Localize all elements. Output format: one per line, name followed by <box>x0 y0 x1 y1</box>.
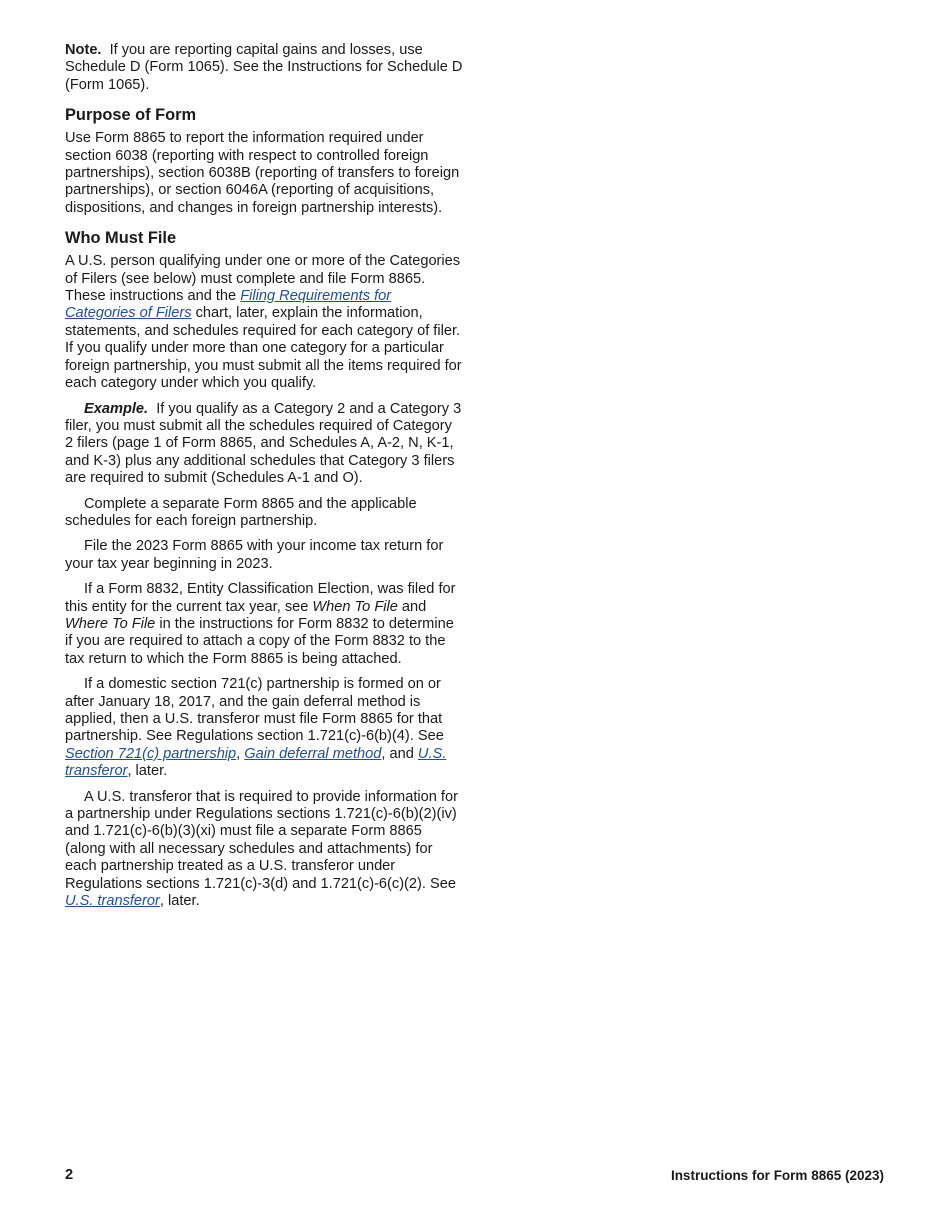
purpose-heading: Purpose of Form <box>65 106 197 125</box>
gain-deferral-method-link[interactable]: Gain deferral method <box>244 745 382 762</box>
example-paragraph <box>65 401 463 488</box>
us-transferor-text-2: , later. <box>159 893 200 910</box>
us-transferor-text-1: A U.S. transferor that is required to provide information for a partnership under Regulations sections 1.721(c)-6(b)(2)(iv) and 1.721(c)-6(b)(3)(xi) must file a separate Form 8865 (along with all necessary schedules and attachments) for each partnership treated as a U.S. transferor under Regulations sections 1.721(c)-3(d) and 1.721(c)-6(c)(2). See <box>65 788 458 892</box>
who-text-2: chart, later, explain the information, statements, and schedules required for each category of filer. If you qualify under more than one category for a particular foreign partnership, you must submit all the items required for each category under which you qualify. <box>65 305 462 392</box>
where-to-file-ref: Where To File <box>65 615 156 632</box>
example-label: Example. <box>84 400 149 417</box>
page-number: 2 <box>65 1167 74 1183</box>
main-column <box>65 42 463 918</box>
purpose-paragraph: Use Form 8865 to report the information required under section 6038 (reporting with respect to controlled foreign partnerships), section 6038B (reporting of transfers to foreign partnerships), or section 6046A (reporting of acquisitions, dispositions, and changes in foreign partnership interests). <box>65 130 460 216</box>
form-8832-text-3: in the instructions for Form 8832 to determine if you are required to attach a copy of the Form 8832 to the tax return to which the Form 8865 is being attached. <box>65 615 454 667</box>
section-721c-sep: , <box>236 745 245 762</box>
who-must-file-paragraph <box>65 253 463 392</box>
example-text: If you qualify as a Category 2 and a Category 3 filer, you must submit all the schedules required of Category 2 filers (page 1 of Form 8865, and Schedules A, A-2, N, K-1, and K-3) plus any additional schedules that Category 3 filers are required to submit (Schedules A-1 and O). <box>65 400 462 487</box>
form-8832-text-1: If a Form 8832, Entity Classification Election, was filed for this entity for the current tax year, see <box>65 581 456 615</box>
footer-form-title: Instructions for Form 8865 (2023) <box>670 1168 884 1183</box>
section-721c-text-1: If a domestic section 721(c) partnership is formed on or after January 18, 2017, and the gain deferral method is applied, then a U.S. transferor must file Form 8865 for that partnership. See Regulations section 1.721(c)-6(b)(4). See <box>65 676 444 745</box>
us-transferor-paragraph <box>65 789 463 911</box>
us-transferor-link-2[interactable]: U.S. transferor <box>65 893 160 910</box>
section-721c-paragraph <box>65 676 463 780</box>
file-with-return-paragraph: File the 2023 Form 8865 with your income tax return for your tax year beginning in 2023. <box>65 538 444 572</box>
section-721c-text-3: , later. <box>127 763 168 780</box>
filing-requirements-link[interactable]: Filing Requirements for Categories of Filers <box>65 288 392 322</box>
who-must-file-heading: Who Must File <box>65 229 177 248</box>
note-label: Note. <box>65 42 102 58</box>
note-paragraph <box>65 42 463 94</box>
section-721c-text-2: , and <box>381 745 418 762</box>
who-text-1: A U.S. person qualifying under one or more of the Categories of Filers (see below) must complete and file Form 8865. These instructions and the <box>65 253 461 305</box>
section-721c-partnership-link[interactable]: Section 721(c) partnership <box>65 745 237 762</box>
separate-form-paragraph: Complete a separate Form 8865 and the applicable schedules for each foreign partnership. <box>65 495 417 529</box>
when-to-file-ref: When To File <box>312 598 398 615</box>
us-transferor-link-1[interactable]: U.S. transferor <box>65 745 447 780</box>
form-8832-text-2: and <box>397 598 427 615</box>
note-text: If you are reporting capital gains and losses, use Schedule D (Form 1065). See the Instructions for Schedule D (Form 1065). <box>65 42 463 93</box>
form-8832-paragraph <box>65 581 463 668</box>
